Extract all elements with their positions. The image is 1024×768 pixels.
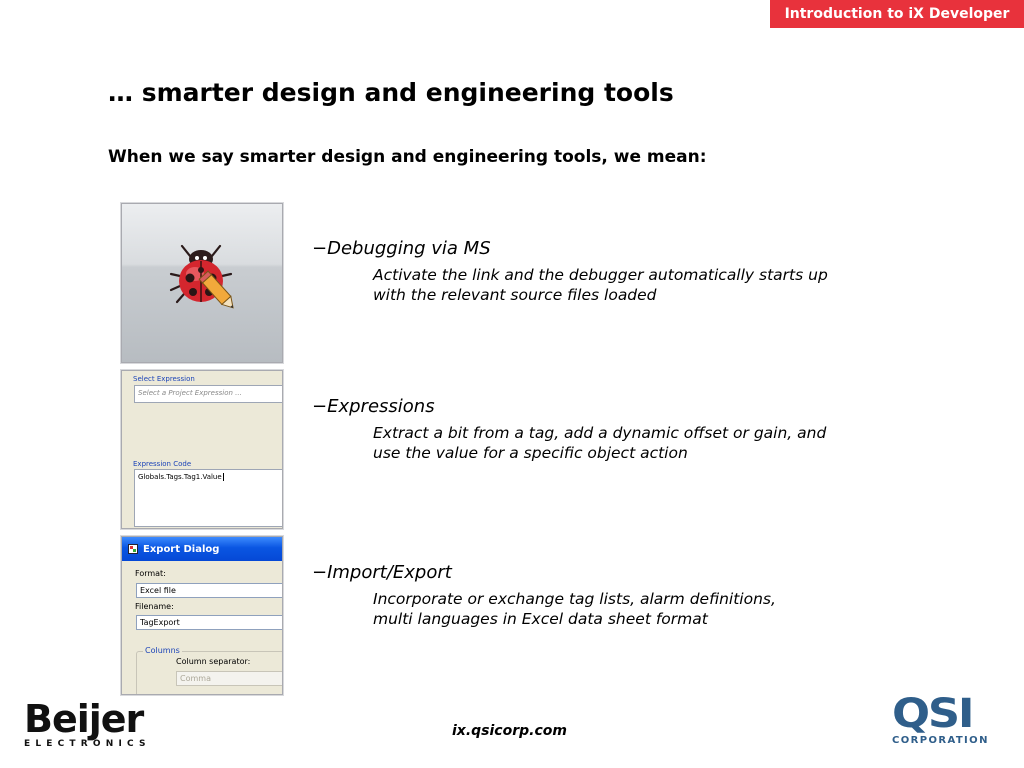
qsi-logo-subtitle: CORPORATION: [892, 735, 989, 746]
qsi-corporation-logo: [892, 691, 992, 746]
export-dialog-titlebar[interactable]: [122, 537, 282, 561]
bullet-title: Import/Export: [327, 562, 452, 583]
page-title: … smarter design and engineering tools: [108, 78, 674, 107]
filename-label: Filename:: [135, 602, 174, 611]
select-expression-input[interactable]: Select a Project Expression ...: [134, 385, 283, 403]
expression-code-label: Expression Code: [133, 460, 192, 468]
bullet-description: Incorporate or exchange tag lists, alarm definitions, multi languages in Excel data sheet format: [373, 590, 776, 628]
header-banner: Introduction to iX Developer: [770, 0, 1024, 28]
bullet-debugging: [312, 238, 843, 305]
column-separator-label: Column separator:: [176, 657, 251, 666]
bullet-marker: −: [312, 562, 328, 583]
expression-code-textarea[interactable]: [134, 469, 283, 527]
bullet-import-export: [312, 562, 813, 629]
bullet-marker: −: [312, 238, 328, 259]
debugger-screenshot: [121, 203, 283, 363]
column-separator-select[interactable]: Comma: [176, 671, 283, 686]
format-select[interactable]: Excel file: [136, 583, 283, 598]
select-expression-label: Select Expression: [133, 375, 195, 383]
columns-group-label: Columns: [145, 646, 180, 655]
bullet-title: Expressions: [327, 396, 435, 417]
bullet-description: Extract a bit from a tag, add a dynamic offset or gain, and use the value for a specific object action: [373, 424, 827, 462]
bullet-title: Debugging via MS: [327, 238, 491, 259]
expression-code-value: Globals.Tags.Tag1.Value: [138, 473, 222, 481]
beijer-electronics-logo: [24, 697, 151, 749]
text-caret: [223, 473, 224, 481]
footer-url-link[interactable]: ix.qsicorp.com: [452, 723, 567, 739]
export-dialog-title: Export Dialog: [143, 543, 220, 555]
bullet-marker: −: [312, 396, 328, 417]
beijer-logo-subtitle: ELECTRONICS: [24, 739, 151, 749]
bullet-expressions: [312, 396, 843, 463]
expression-editor-screenshot: [121, 370, 283, 529]
dialog-window-icon: [128, 544, 138, 554]
filename-input[interactable]: TagExport: [136, 615, 283, 630]
beijer-logo-wordmark: Beijer: [24, 697, 144, 741]
format-label: Format:: [135, 569, 166, 578]
qsi-logo-wordmark: QSI: [892, 691, 973, 737]
page-subtitle: When we say smarter design and engineering tools, we mean:: [108, 147, 707, 167]
export-dialog-screenshot: [121, 536, 283, 695]
ladybug-pencil-icon: [168, 234, 238, 314]
bullet-description: Activate the link and the debugger automatically starts up with the relevant source files loaded: [373, 266, 828, 304]
